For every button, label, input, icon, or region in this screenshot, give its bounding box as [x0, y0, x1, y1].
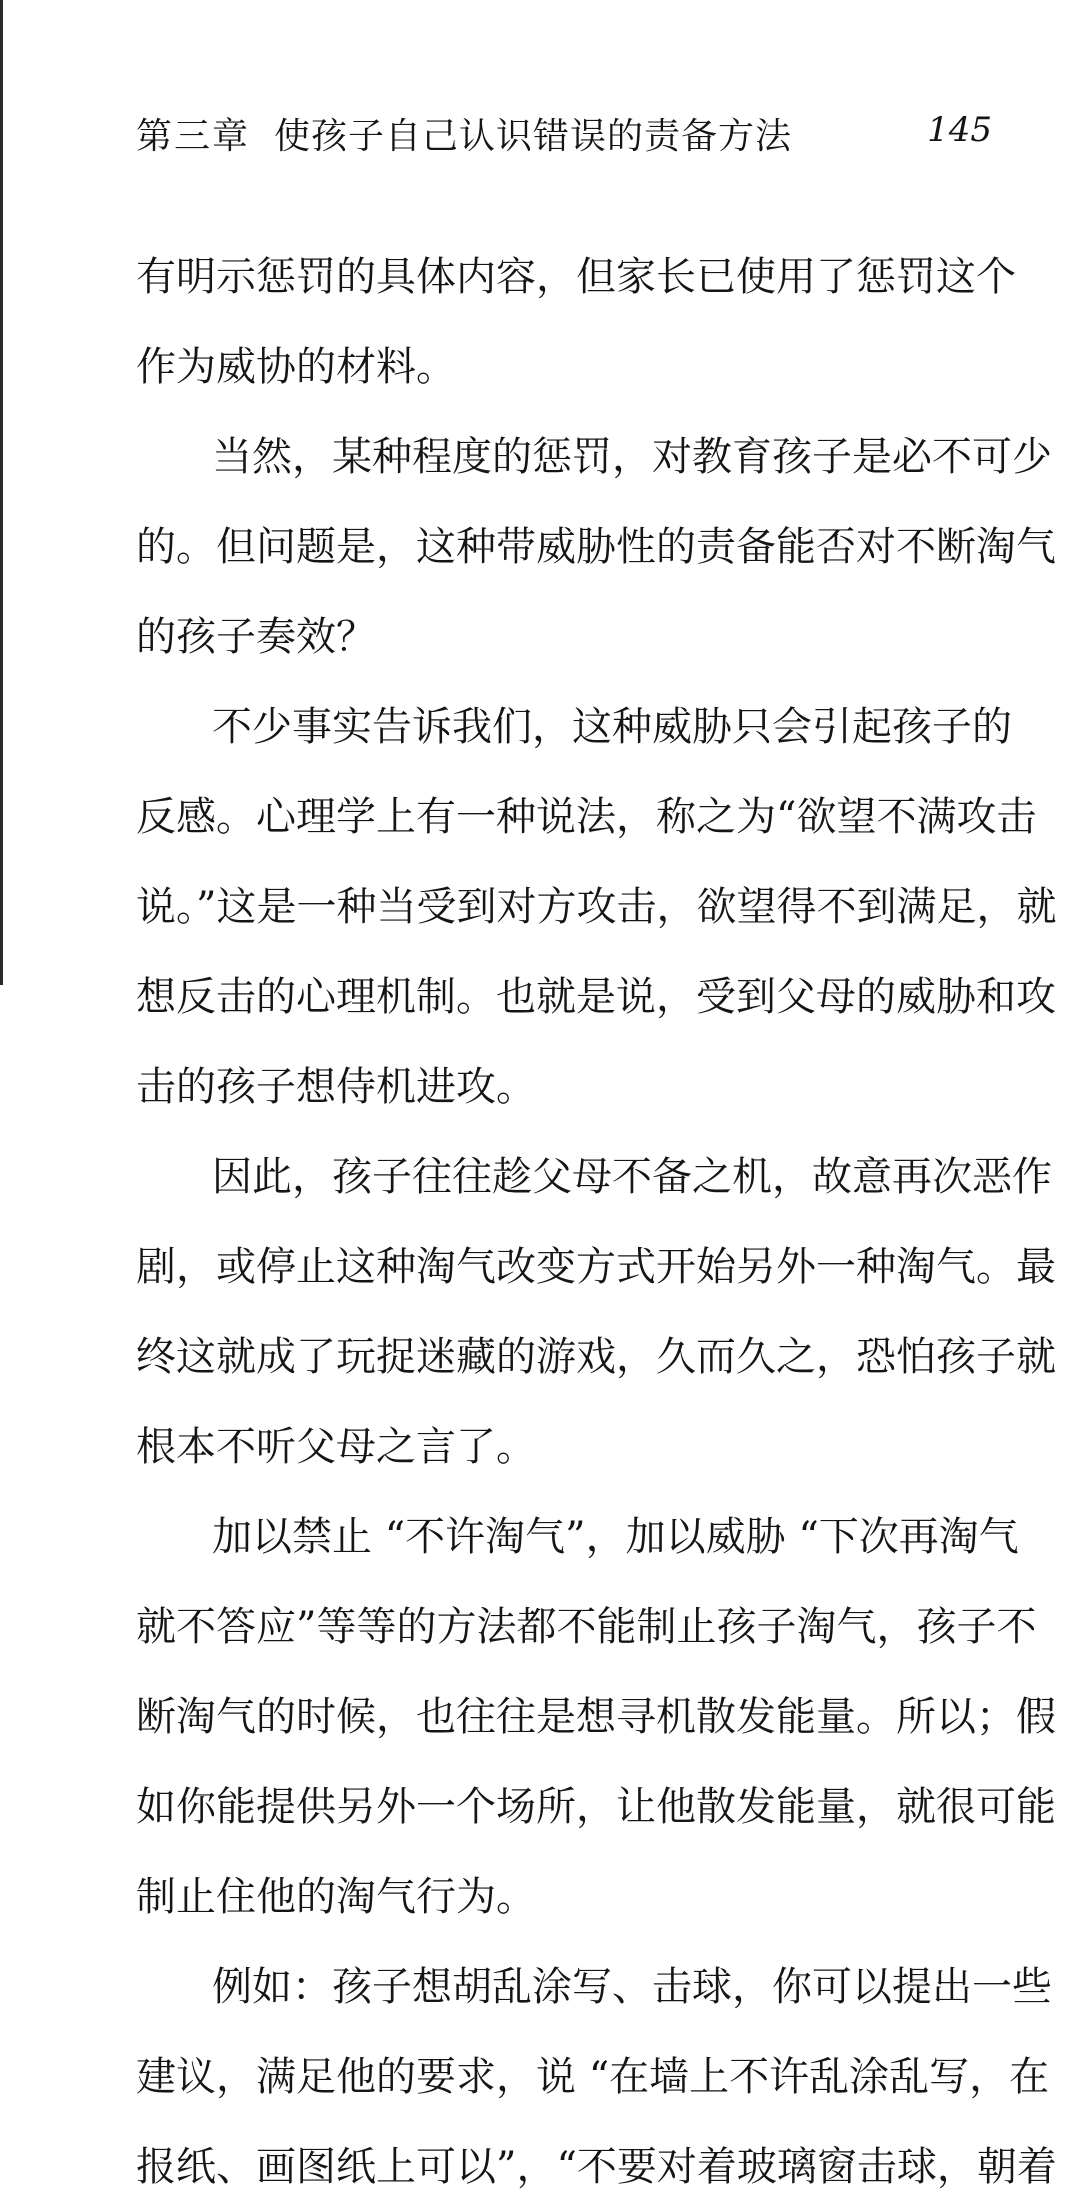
text-line: 如你能提供另外一个场所，让他散发能量，就很可能	[136, 1784, 1056, 1830]
text-line: 建议，满足他的要求，说 “在墙上不许乱涂乱写，在	[136, 2054, 1050, 2100]
running-header	[136, 108, 992, 168]
text-line: 有明示惩罚的具体内容，但家长已使用了惩罚这个	[136, 254, 1016, 300]
text-line: 报纸、画图纸上可以”，“不要对着玻璃窗击球，朝着	[136, 2144, 1057, 2190]
paragraph-first-line: 因此，孩子往往趁父母不备之机，故意再次恶作	[212, 1154, 1052, 1200]
text-line: 击的孩子想侍机进攻。	[136, 1064, 536, 1110]
paragraph-first-line: 例如：孩子想胡乱涂写、击球，你可以提出一些	[212, 1964, 1052, 2010]
text-line: 制止住他的淘气行为。	[136, 1874, 536, 1920]
text-line: 断淘气的时候，也往往是想寻机散发能量。所以；假	[136, 1694, 1056, 1740]
text-line: 就不答应”等等的方法都不能制止孩子淘气，孩子不	[136, 1604, 1037, 1650]
body-text	[136, 232, 1057, 2212]
text-line: 反感。心理学上有一种说法，称之为“欲望不满攻击	[136, 794, 1037, 840]
text-line: 终这就成了玩捉迷藏的游戏，久而久之，恐怕孩子就	[136, 1334, 1056, 1380]
text-line: 想反击的心理机制。也就是说，受到父母的威胁和攻	[136, 974, 1056, 1020]
text-line: 根本不听父母之言了。	[136, 1424, 536, 1470]
paragraph-first-line: 加以禁止 “不许淘气”，加以威胁 “下次再淘气	[212, 1514, 1019, 1560]
page-number: 145	[927, 110, 992, 150]
page-edge-shadow	[0, 0, 3, 985]
text-line: 剧，或停止这种淘气改变方式开始另外一种淘气。最	[136, 1244, 1056, 1290]
text-line: 作为威协的材料。	[136, 344, 456, 390]
paragraph-first-line: 当然，某种程度的惩罚，对教育孩子是必不可少	[212, 434, 1052, 480]
paragraph-first-line: 不少事实告诉我们，这种威胁只会引起孩子的	[212, 704, 1012, 750]
chapter-title: 使孩子自己认识错误的责备方法	[274, 116, 793, 157]
text-line: 说。”这是一种当受到对方攻击，欲望得不到满足，就	[136, 884, 1057, 930]
chapter-label: 第三章	[136, 116, 251, 157]
text-line: 的。但问题是，这种带威胁性的责备能否对不断淘气	[136, 524, 1056, 570]
text-line: 的孩子奏效？	[136, 614, 376, 660]
